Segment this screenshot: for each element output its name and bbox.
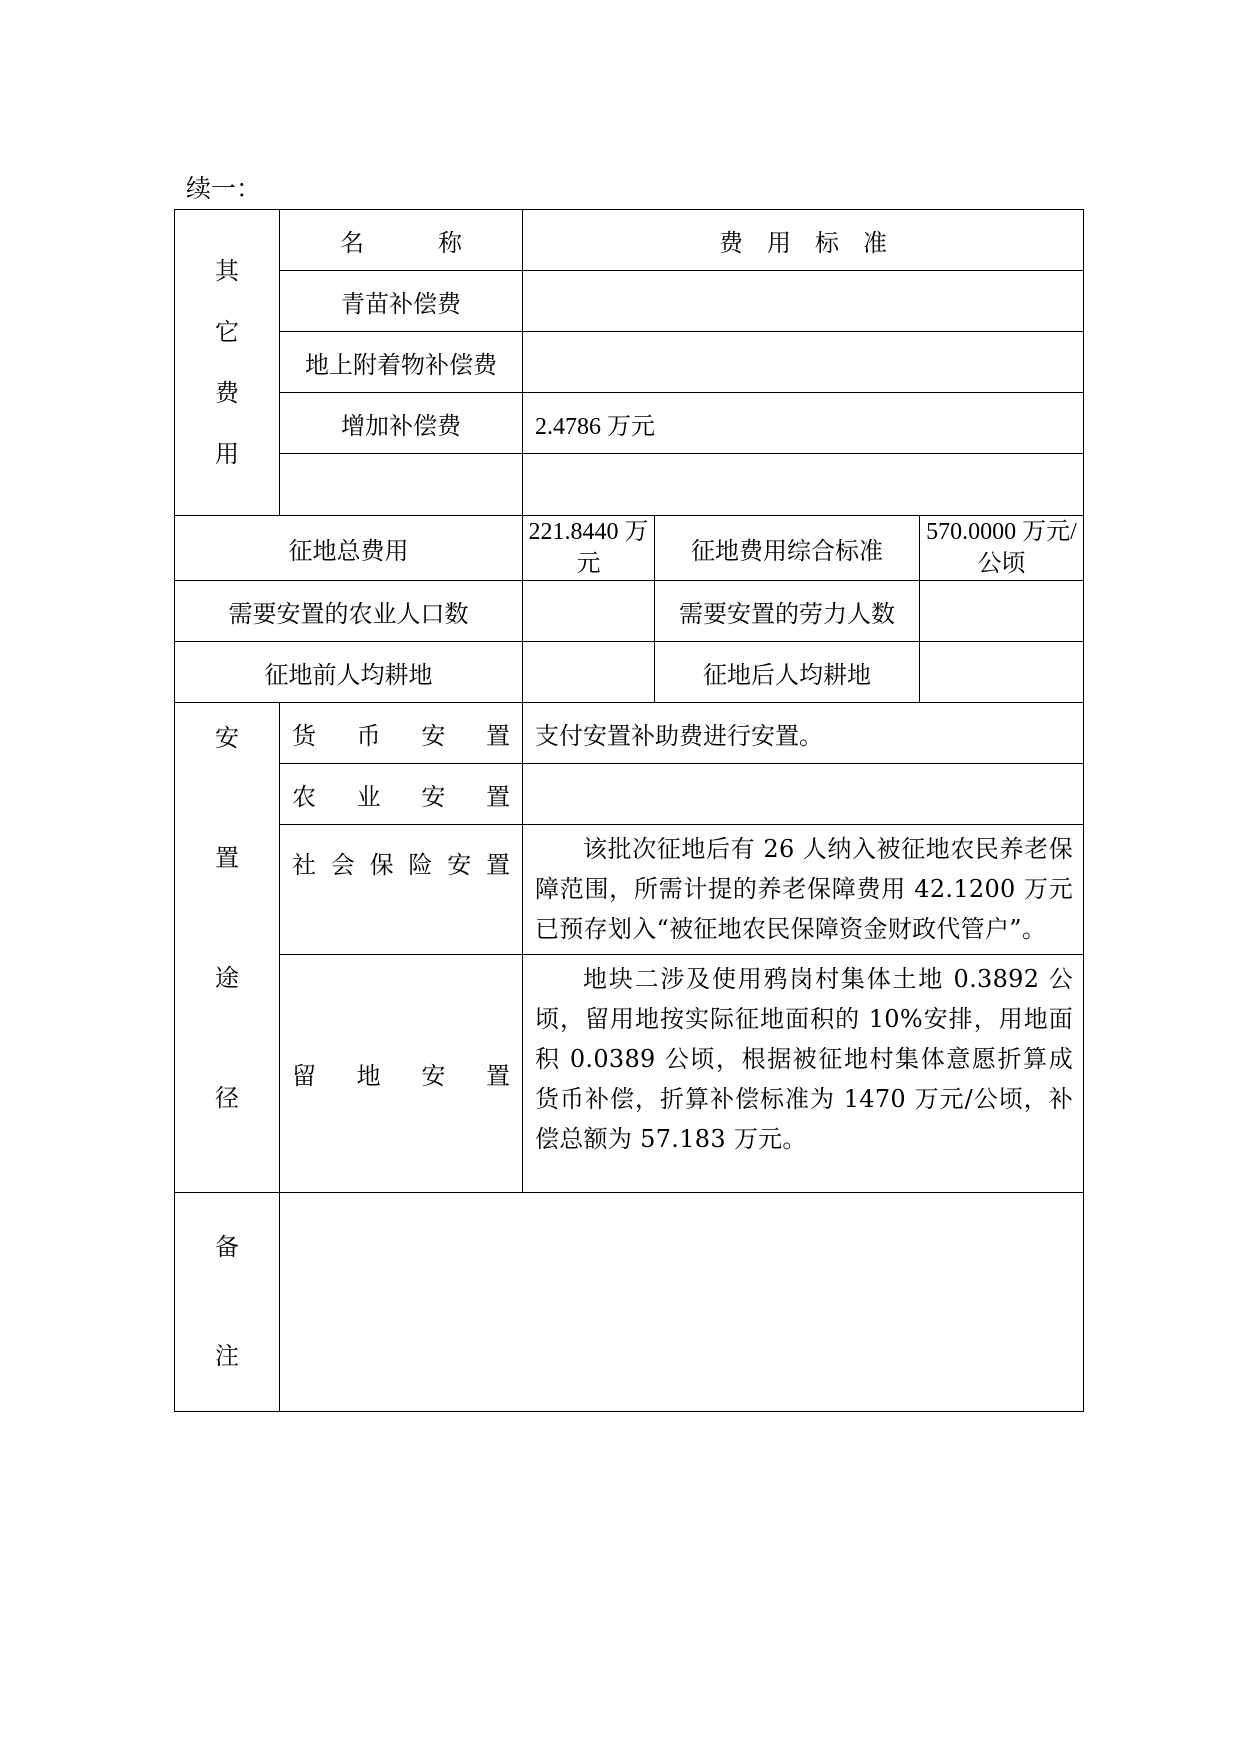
fee-standard-value: 570.0000 万元/ 公顷 <box>920 516 1084 581</box>
farmland-after-value <box>920 642 1084 703</box>
land-acquisition-form <box>174 209 1084 1412</box>
retained-land-resettlement-content: 地块二涉及使用鸦岗村集体土地 0.3892 公顷，留用地按实际征地面积的 10%安排，用地面积 0.0389 公顷，根据被征地村集体意愿折算成货币补偿，折算补偿标准为 1470 万元/公顷，补偿总额为 57.183 万元。 <box>523 955 1084 1193</box>
fee-value-attachments <box>523 332 1084 393</box>
fee-standard-label: 征地费用综合标准 <box>655 516 920 581</box>
fee-value-blank <box>523 454 1084 516</box>
labor-count-value <box>920 581 1084 642</box>
monetary-resettlement-content: 支付安置补助费进行安置。 <box>523 703 1084 764</box>
farmland-after-label: 征地后人均耕地 <box>655 642 920 703</box>
resettlement-label: 安 置 途 径 <box>175 703 280 1193</box>
agricultural-resettlement-label: 农 业 安 置 <box>280 764 523 825</box>
fee-value-additional: 2.4786 万元 <box>523 393 1084 454</box>
retained-land-resettlement-label: 留 地 安 置 <box>280 955 523 1193</box>
total-fee-value: 221.8440 万 元 <box>523 516 655 581</box>
fee-value-seedling <box>523 271 1084 332</box>
farmland-before-value <box>523 642 655 703</box>
caption: 续一： <box>186 174 262 203</box>
social-insurance-resettlement-content: 该批次征地后有 26 人纳入被征地农民养老保障范围，所需计提的养老保障费用 42.1200 万元已预存划入“被征地农民保障资金财政代管户”。 <box>523 825 1084 955</box>
fee-name-additional: 增加补偿费 <box>280 393 523 454</box>
agricultural-resettlement-content <box>523 764 1084 825</box>
total-fee-label: 征地总费用 <box>175 516 523 581</box>
agri-population-value <box>523 581 655 642</box>
farmland-before-label: 征地前人均耕地 <box>175 642 523 703</box>
header-name: 名 称 <box>280 210 523 271</box>
labor-count-label: 需要安置的劳力人数 <box>655 581 920 642</box>
fee-name-seedling: 青苗补偿费 <box>280 271 523 332</box>
fee-name-attachments: 地上附着物补偿费 <box>280 332 523 393</box>
monetary-resettlement-label: 货 币 安 置 <box>280 703 523 764</box>
remarks-label: 备 注 <box>175 1193 280 1412</box>
agri-population-label: 需要安置的农业人口数 <box>175 581 523 642</box>
remarks-content <box>280 1193 1084 1412</box>
other-fees-label: 其 它 费 用 <box>175 210 280 516</box>
header-standard: 费 用 标 准 <box>523 210 1084 271</box>
fee-name-blank <box>280 454 523 516</box>
social-insurance-resettlement-label: 社 会 保 险 安 置 <box>280 825 523 955</box>
